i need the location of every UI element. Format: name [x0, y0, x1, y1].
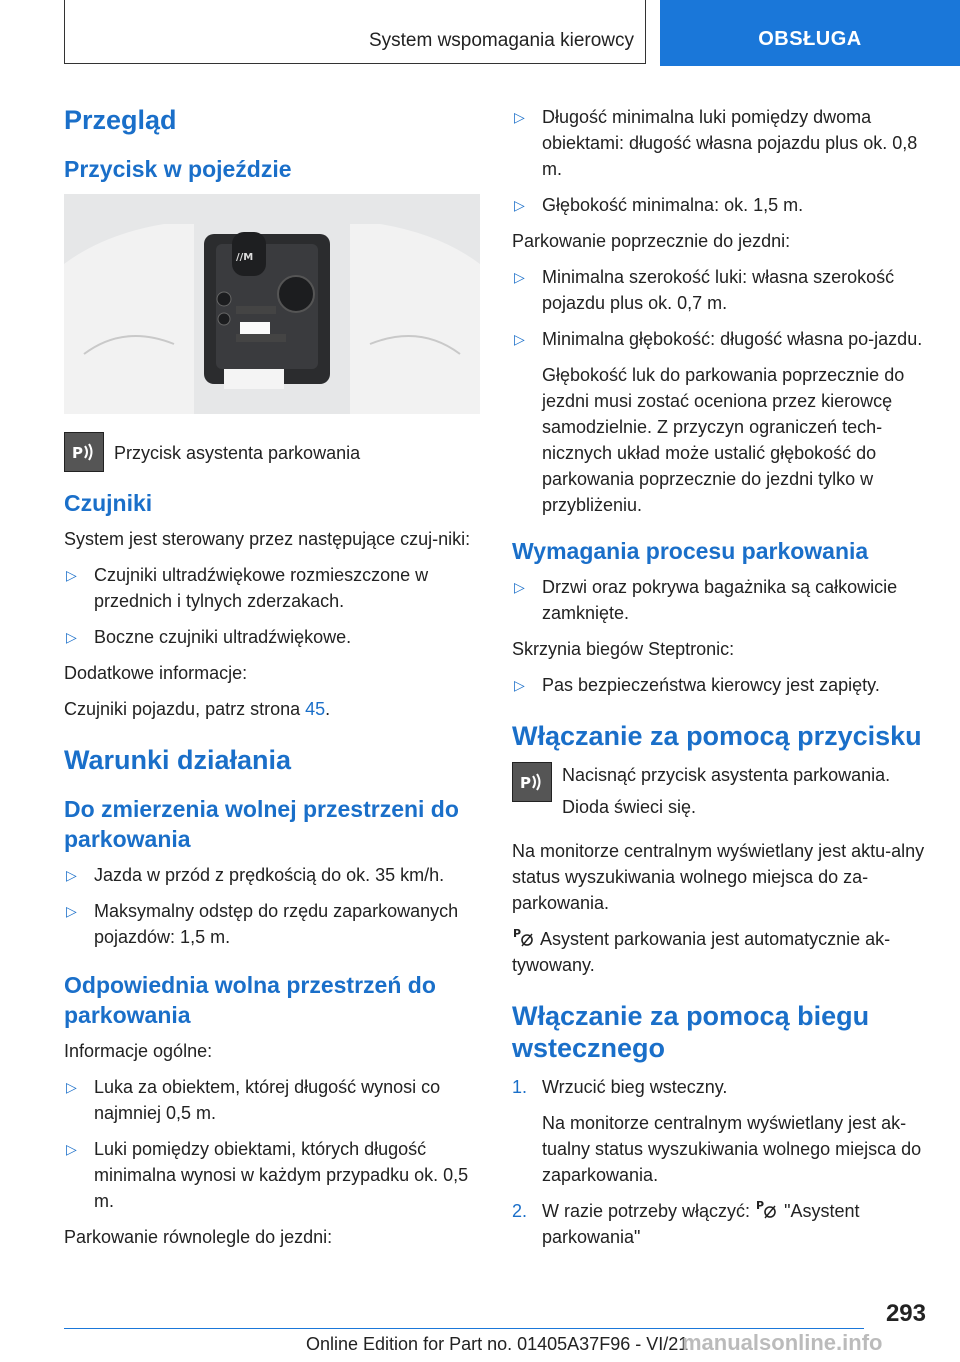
list-item: ▷ Długość minimalna luki pomiędzy dwoma obiektami: długość własna pojazdu plus ok. 0,8 m. [512, 104, 930, 182]
general-info-label: Informacje ogólne: [64, 1041, 213, 1061]
bullet-triangle-icon: ▷ [514, 677, 525, 693]
list-item: ▷ Pas bezpieczeństwa kierowcy jest zapięty. [512, 672, 930, 698]
perpendicular-depth-note: Głębokość luk do parkowania poprzecznie do jezdni musi zostać oceniona przez kierowcę samodzielnie. Z przyczyn ograniczeń tech-nicznych układ może ustalić głębokość do parkowania poprzecznie do jezdni tylko w przybliżeniu. [542, 365, 905, 515]
bullet-triangle-icon: ▷ [66, 567, 77, 583]
heading-overview: Przegląd [64, 105, 177, 135]
parking-assistant-symbol-icon [512, 926, 536, 948]
heading-measure-space: Do zmierzenia wolnej przestrzeni do parkowania [64, 796, 459, 852]
gearbox-label: Skrzynia biegów Steptronic: [512, 639, 735, 659]
led-lit-text: Dioda świeci się. [562, 797, 697, 817]
list-item: ▷ Minimalna głębokość: długość własna po-jazdu. [512, 326, 930, 352]
bullet-triangle-icon: ▷ [66, 903, 77, 919]
heading-parking-requirements: Wymagania procesu parkowania [512, 538, 869, 564]
left-column [64, 96, 482, 1260]
edition-text: Online Edition for Part no. 01405A37F96 - VI/21 [306, 1334, 689, 1354]
list-item: ▷ Czujniki ultradźwiękowe rozmieszczone w przednich i tylnych zderzakach. [64, 562, 482, 614]
sensors-reference: Czujniki pojazdu, patrz strona 45. [64, 699, 331, 719]
auto-activated-text: P Asystent parkowania jest automatycznie ak-tywowany. [512, 927, 891, 975]
list-item: ▷ Drzwi oraz pokrywa bagażnika są całkowicie zamknięte. [512, 574, 930, 626]
heading-activation-button: Włączanie za pomocą przycisku [512, 721, 922, 751]
step-note: Na monitorze centralnym wyświetlany jest ak-tualny status wyszukiwania wolnego miejsca do zaparkowania. [542, 1113, 922, 1185]
svg-text:P: P [756, 1199, 765, 1212]
svg-text:P: P [520, 774, 531, 792]
list-item: ▷ Maksymalny odstęp do rzędu zaparkowanych pojazdów: 1,5 m. [64, 898, 482, 950]
heading-button-in-vehicle: Przycisk w pojeździe [64, 156, 292, 182]
bullet-triangle-icon: ▷ [514, 197, 525, 213]
press-button-text: Nacisnąć przycisk asystenta parkowania. [562, 765, 891, 785]
bullet-triangle-icon: ▷ [66, 629, 77, 645]
section-title: System wspomagania kierowcy [368, 30, 634, 51]
bullet-triangle-icon: ▷ [66, 1079, 77, 1095]
parking-assistant-button-icon [512, 762, 552, 802]
parallel-parking-label: Parkowanie równolegle do jezdni: [64, 1227, 333, 1247]
parking-button-legend [64, 432, 482, 472]
heading-activation-reverse: Włączanie za pomocą biegu wstecznego [512, 1001, 870, 1063]
sensors-intro: System jest sterowany przez następujące czuj-niki: [64, 529, 471, 549]
list-item: ▷ Jazda w przód z prędkością do ok. 35 km/h. [64, 862, 482, 888]
more-info-label: Dodatkowe informacje: [64, 663, 248, 683]
parking-assistant-button-icon [64, 432, 104, 472]
bullet-triangle-icon: ▷ [514, 331, 525, 347]
heading-suitable-space: Odpowiednia wolna przestrzeń do parkowania [64, 972, 436, 1028]
step-item: 2. W razie potrzeby włączyć: P "Asystent parkowania" [512, 1199, 860, 1247]
svg-text://M: //M [236, 252, 254, 263]
svg-text:P: P [513, 927, 522, 940]
page-number: 293 [885, 1300, 926, 1327]
parking-assistant-symbol-icon [755, 1198, 779, 1220]
watermark: manualsonline.info [682, 1330, 883, 1355]
parking-button-caption: Przycisk asystenta parkowania [114, 443, 361, 463]
bullet-triangle-icon: ▷ [66, 1141, 77, 1157]
parking-symbol [519, 771, 545, 793]
gear-console-illustration [64, 194, 480, 414]
perpendicular-parking-label: Parkowanie poprzecznie do jezdni: [512, 231, 791, 251]
right-column [512, 104, 930, 1260]
svg-text:P: P [72, 444, 83, 462]
step-item: 1. Wrzucić bieg wsteczny. [512, 1077, 728, 1097]
list-item: ▷ Luka za obiektem, której długość wynosi co najmniej 0,5 m. [64, 1074, 482, 1126]
bullet-triangle-icon: ▷ [66, 867, 77, 883]
bullet-triangle-icon: ▷ [514, 109, 525, 125]
heading-sensors: Czujniki [64, 490, 153, 516]
press-button-instruction [512, 762, 930, 830]
gear-console-photo [64, 194, 480, 414]
list-item: ▷ Głębokość minimalna: ok. 1,5 m. [512, 192, 930, 218]
heading-conditions: Warunki działania [64, 745, 292, 775]
bullet-triangle-icon: ▷ [514, 579, 525, 595]
list-item: ▷ Minimalna szerokość luki: własna szerokość pojazdu plus ok. 0,7 m. [512, 264, 930, 316]
parking-symbol [71, 441, 97, 463]
monitor-status-text: Na monitorze centralnym wyświetlany jest aktu-alny status wyszukiwania wolnego miejsca do za-parkowania. [512, 841, 925, 913]
page-link[interactable]: 45 [305, 699, 326, 719]
list-item: ▷ Luki pomiędzy obiektami, których długość minimalna wynosi w każdym przypadku ok. 0,5 m. [64, 1136, 482, 1214]
list-item: ▷ Boczne czujniki ultradźwiękowe. [64, 624, 482, 650]
bullet-triangle-icon: ▷ [514, 269, 525, 285]
section-tab[interactable]: OBSŁUGA [660, 0, 960, 66]
footer-divider [64, 1328, 864, 1329]
